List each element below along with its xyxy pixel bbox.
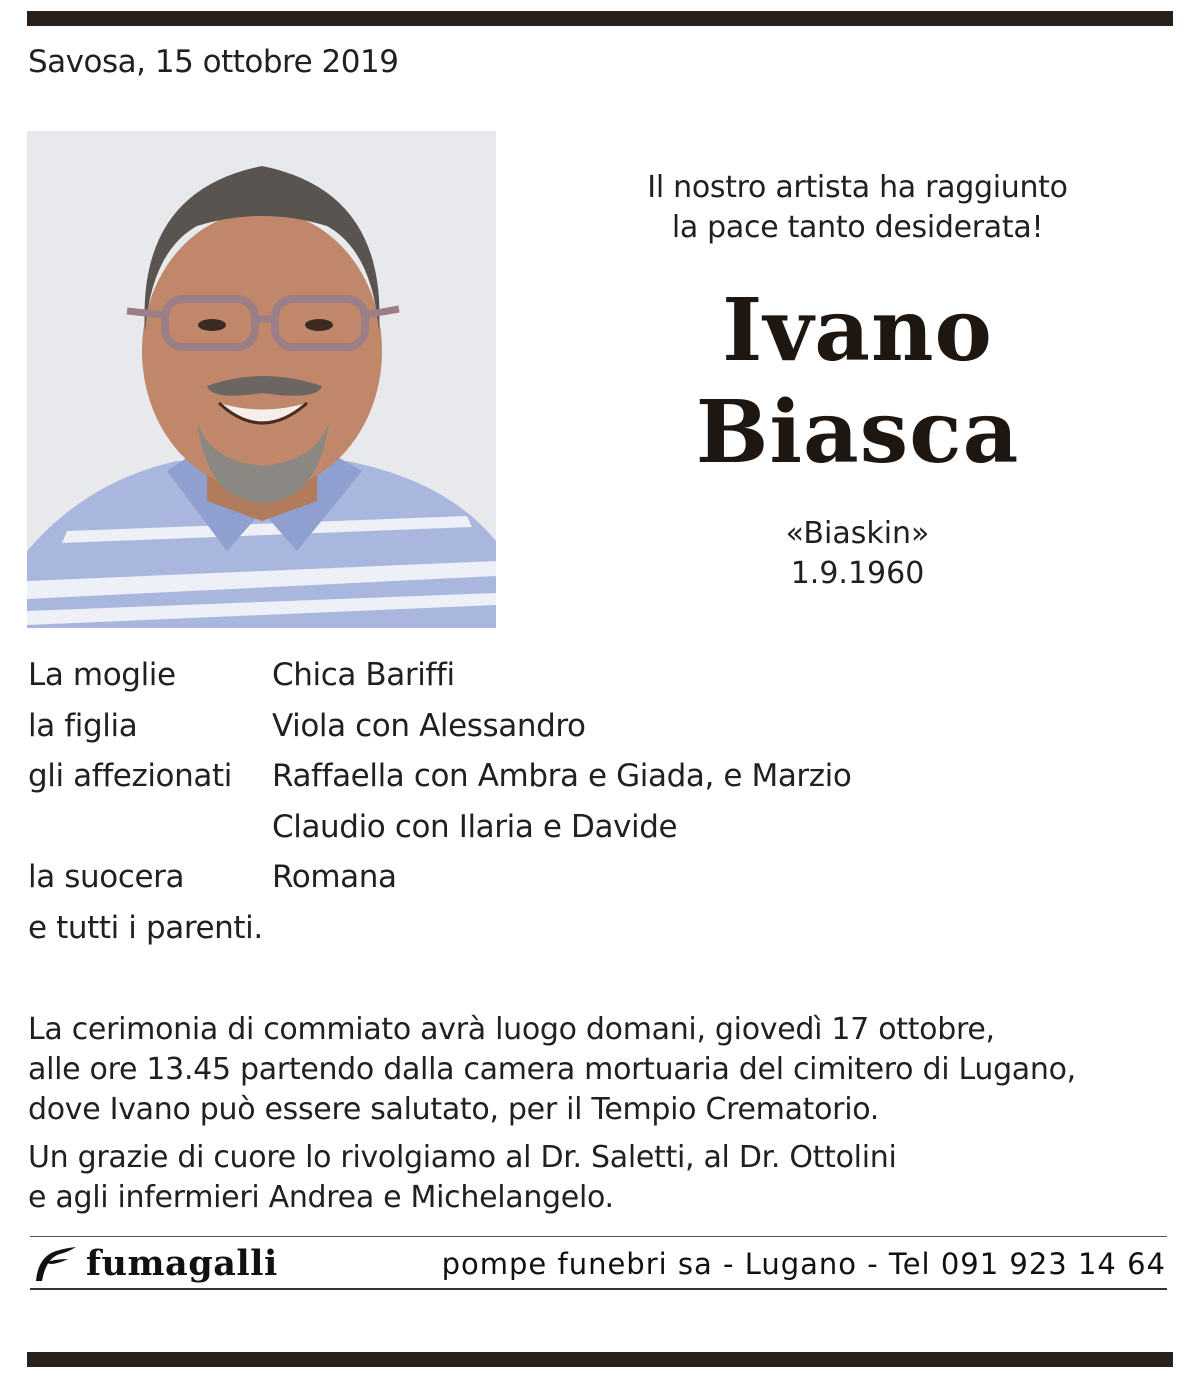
quote-line-1: Il nostro artista ha raggiunto [647, 170, 1068, 205]
quote-line-2: la pace tanto desiderata! [671, 210, 1044, 245]
family-relation: La moglie [28, 657, 176, 693]
quote [560, 168, 1155, 248]
family-relation: e tutti i parenti. [28, 909, 263, 946]
fumagalli-logo-icon [32, 1243, 78, 1283]
family-row [28, 854, 1168, 905]
family-names: Raffaella con Ambra e Giada, e Marzio [272, 758, 852, 794]
logo-text: fumagalli [86, 1242, 278, 1284]
family-names: Claudio con Ilaria e Davide [272, 808, 678, 845]
footer-bottom-rule [30, 1288, 1167, 1290]
ceremony-text [28, 1010, 1178, 1130]
family-names: Viola con Alessandro [272, 707, 586, 744]
footer-top-rule [30, 1236, 1167, 1237]
deceased-name [560, 280, 1155, 484]
family-row [28, 905, 1168, 956]
thanks-line: Un grazie di cuore lo rivolgiamo al Dr. Saletti, al Dr. Ottolini [28, 1140, 897, 1175]
family-row [28, 753, 1168, 804]
place-date: Savosa, 15 ottobre 2019 [28, 44, 399, 80]
family-row [28, 703, 1168, 754]
last-name: Biasca [695, 382, 1020, 483]
first-name: Ivano [722, 280, 993, 381]
footer-info: pompe funebri sa - Lugano - Tel 091 923 14 64 [441, 1247, 1166, 1281]
nickname: «Biaskin» [785, 516, 930, 551]
family-list [28, 652, 1168, 955]
bottom-rule [27, 1352, 1173, 1367]
thanks-text [28, 1138, 1178, 1218]
family-names: Romana [272, 859, 397, 895]
family-relation: la figlia [28, 707, 138, 744]
ceremony-line: La cerimonia di commiato avrà luogo domani, giovedì 17 ottobre, [28, 1012, 995, 1047]
portrait-photo [27, 131, 496, 628]
top-rule [27, 11, 1173, 26]
family-relation: gli affezionati [28, 758, 232, 794]
family-row [28, 652, 1168, 703]
fumagalli-logo [32, 1242, 278, 1284]
family-row [28, 804, 1168, 855]
nickname-block [560, 514, 1155, 594]
family-names: Chica Bariffi [272, 657, 455, 693]
family-relation: la suocera [28, 859, 185, 895]
ceremony-line: dove Ivano può essere salutato, per il Tempio Crematorio. [28, 1092, 880, 1127]
birth-date: 1.9.1960 [790, 556, 925, 591]
ceremony-line: alle ore 13.45 partendo dalla camera mortuaria del cimitero di Lugano, [28, 1052, 1076, 1087]
thanks-line: e agli infermieri Andrea e Michelangelo. [28, 1180, 614, 1215]
